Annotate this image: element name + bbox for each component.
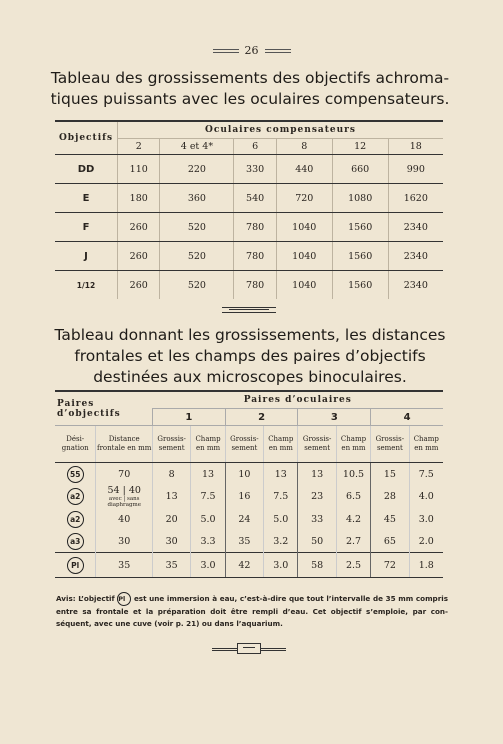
table-cell: 540 <box>234 184 276 213</box>
table-cell: 13 <box>264 463 298 486</box>
objective-symbol-icon: 55 <box>67 466 84 483</box>
objective-symbol-icon: Pl <box>67 557 84 574</box>
magnification-header: Grossis- sement <box>153 426 191 463</box>
table-cell: 520 <box>160 271 234 300</box>
table-row <box>55 213 443 242</box>
designation-cell <box>55 463 96 486</box>
table-cell: 1080 <box>332 184 388 213</box>
table-row <box>55 485 443 508</box>
designation-cell <box>55 553 96 578</box>
magnification-header: Grossis- sement <box>225 426 263 463</box>
table-cell: 1.8 <box>409 553 443 578</box>
table-cell: 110 <box>118 155 160 184</box>
table-cell: 260 <box>118 213 160 242</box>
table-cell: 7.5 <box>264 485 298 508</box>
table-cell: 35 <box>225 530 263 553</box>
column-header: 12 <box>332 139 388 155</box>
table-cell: 15 <box>371 463 409 486</box>
magnification-header: Grossis- sement <box>298 426 336 463</box>
table1-title: Tableau des grossissements des objectifs achroma- tiques puissants avec les oculaires compensateurs. <box>50 69 450 108</box>
designation-cell <box>55 508 96 530</box>
table-cell: 2.7 <box>336 530 370 553</box>
table-cell: 6.5 <box>336 485 370 508</box>
table-cell: 780 <box>234 213 276 242</box>
table-row <box>55 530 443 553</box>
table-cell: 65 <box>371 530 409 553</box>
table-cell: 360 <box>160 184 234 213</box>
footnote <box>56 592 448 630</box>
table-row <box>55 553 443 578</box>
table-cell: 1620 <box>388 184 443 213</box>
footnote-text: est une immersion à eau, c’est-à-dire que tout l’intervalle de 35 mm compris entre sa frontale et la préparation doit être rempli d’eau. Cet objectif s’emploie, par con- séquent, avec une cuve (voir p. 21) ou dans l’aquarium. <box>56 594 448 628</box>
table-cell: 16 <box>225 485 263 508</box>
table-cell: 10.5 <box>336 463 370 486</box>
binocular-table <box>55 390 443 578</box>
ocular-pair-header: 2 <box>225 409 298 426</box>
table-cell: 3.2 <box>264 530 298 553</box>
table-cell: 7.5 <box>409 463 443 486</box>
column-header: 6 <box>234 139 276 155</box>
table-cell: 2340 <box>403 279 428 291</box>
table-cell: 3.0 <box>264 553 298 578</box>
row-label: E <box>55 184 118 213</box>
table-cell: 10 <box>225 463 263 486</box>
table-cell: 50 <box>298 530 336 553</box>
table-cell: 1560 <box>332 271 388 300</box>
table-cell: 520 <box>160 242 234 271</box>
objective-symbol-icon: a3 <box>67 533 84 550</box>
table-cell: 23 <box>298 485 336 508</box>
table-cell: 1560 <box>332 213 388 242</box>
column-header: 18 <box>388 139 443 155</box>
objective-symbol-icon: a2 <box>67 488 84 505</box>
table-cell: 1040 <box>276 242 332 271</box>
table-cell: 13 <box>191 463 225 486</box>
table-cell: 45 <box>371 508 409 530</box>
distance-cell: 35 <box>96 553 153 578</box>
table-cell: 42 <box>225 553 263 578</box>
table-cell: 35 <box>153 553 191 578</box>
footnote-prefix: Avis: L’objectif <box>56 594 115 603</box>
table-cell: 780 <box>234 242 276 271</box>
table-cell: 3.3 <box>191 530 225 553</box>
table-cell: 1040 <box>276 213 332 242</box>
distance-cell <box>96 485 153 508</box>
table-cell: 260 <box>118 271 160 300</box>
row-label: 1/12 <box>55 271 118 300</box>
distance-cell: 40 <box>96 508 153 530</box>
table-cell: 330 <box>234 155 276 184</box>
table-cell: 260 <box>118 242 160 271</box>
table-cell: 2.5 <box>336 553 370 578</box>
table-row <box>55 271 443 300</box>
field-header: Champ en mm <box>191 426 225 463</box>
distance-cell: 30 <box>96 530 153 553</box>
table-cell: 3.0 <box>191 553 225 578</box>
table-cell: 3.0 <box>409 508 443 530</box>
row-label: DD <box>55 155 118 184</box>
table-row <box>55 463 443 486</box>
table-cell: 33 <box>298 508 336 530</box>
field-header: Champ en mm <box>409 426 443 463</box>
page-number <box>0 44 503 57</box>
table-cell: 660 <box>332 155 388 184</box>
table-row <box>55 242 443 271</box>
ocular-pair-header: 3 <box>298 409 371 426</box>
table-cell: 440 <box>276 155 332 184</box>
table-row <box>55 184 443 213</box>
distance-note: avec | sans diaphragme <box>107 496 141 508</box>
table-cell: 180 <box>118 184 160 213</box>
row-label: F <box>55 213 118 242</box>
distance-header: Distance frontale en mm <box>96 426 153 463</box>
table-cell: 30 <box>153 530 191 553</box>
table-cell: 28 <box>371 485 409 508</box>
table-cell: 1560 <box>332 242 388 271</box>
designation-cell <box>55 485 96 508</box>
table-cell: 4.2 <box>336 508 370 530</box>
table-cell: 780 <box>234 271 276 300</box>
magnification-header: Grossis- sement <box>371 426 409 463</box>
ocular-pairs-group-header: Paires d’oculaires <box>153 391 444 409</box>
table-cell: 13 <box>153 485 191 508</box>
oculars-group-header: Oculaires compensateurs <box>118 121 444 139</box>
table-cell: 5.0 <box>264 508 298 530</box>
table-cell: 20 <box>153 508 191 530</box>
table-cell: 7.5 <box>191 485 225 508</box>
table-cell: 72 <box>371 553 409 578</box>
table-cell: 720 <box>276 184 332 213</box>
table-cell: 2340 <box>388 242 443 271</box>
table-cell: 520 <box>160 213 234 242</box>
table-cell: 2.0 <box>409 530 443 553</box>
table-cell: 2340 <box>388 213 443 242</box>
objective-pairs-header: Paires d’objectifs <box>55 391 153 426</box>
table-cell: 220 <box>160 155 234 184</box>
table-cell: 24 <box>225 508 263 530</box>
section-separator <box>222 307 276 313</box>
table-cell: 58 <box>298 553 336 578</box>
ocular-pair-header: 4 <box>371 409 443 426</box>
distance-values: 54 | 40 <box>107 485 141 496</box>
distance-cell: 70 <box>96 463 153 486</box>
table2-title: Tableau donnant les grossissements, les distances frontales et les champs des paires d’objectifs destinées aux microscopes binoculaires. <box>54 326 446 386</box>
table-row <box>55 508 443 530</box>
designation-cell <box>55 530 96 553</box>
table-cell: 8 <box>153 463 191 486</box>
objective-symbol-icon: a2 <box>67 511 84 528</box>
designation-header: Dési- gnation <box>55 426 96 463</box>
end-ornament <box>212 643 286 655</box>
table-cell: 5.0 <box>191 508 225 530</box>
objectives-header: Objectifs <box>55 121 118 155</box>
field-header: Champ en mm <box>336 426 370 463</box>
column-header: 4 et 4* <box>160 139 234 155</box>
ocular-pair-header: 1 <box>153 409 226 426</box>
magnification-table <box>55 120 443 299</box>
column-header: 2 <box>118 139 160 155</box>
table-cell: 4.0 <box>409 485 443 508</box>
column-header: 8 <box>276 139 332 155</box>
table-cell: 1040 <box>276 271 332 300</box>
table-cell: 13 <box>298 463 336 486</box>
page-number-text: 26 <box>244 44 259 57</box>
objective-symbol-icon: Pl <box>117 592 131 606</box>
row-label: J <box>55 242 118 271</box>
field-header: Champ en mm <box>264 426 298 463</box>
table-row <box>55 155 443 184</box>
table-cell: 990 <box>388 155 443 184</box>
